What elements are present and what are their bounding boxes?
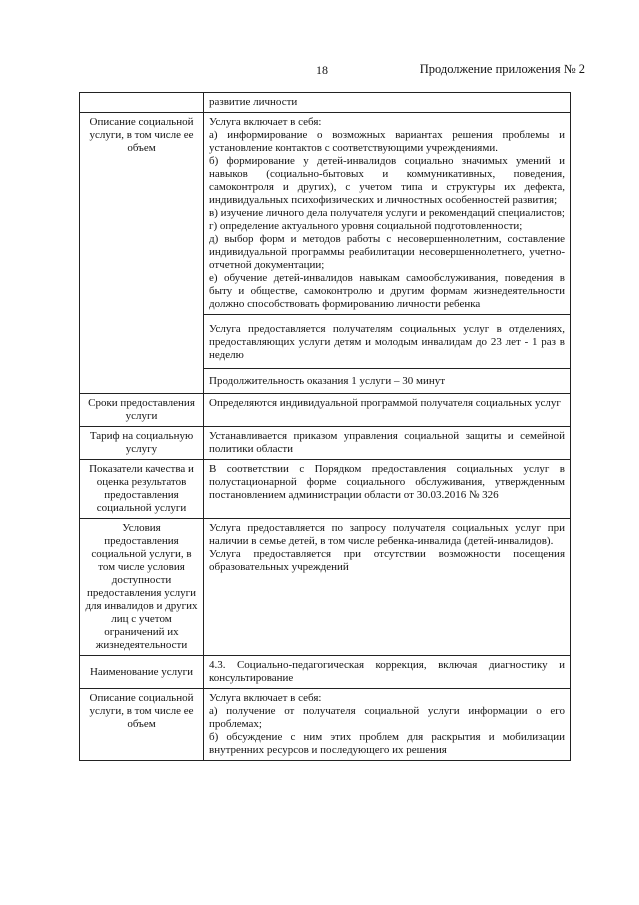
row-content: 4.3. Социально-педагогическая коррекция, включая диагностику и консультирование: [204, 656, 571, 689]
condition-line: Услуга предоставляется при отсутствии возможности посещения образовательных учреждений: [209, 548, 565, 573]
description-line: б) формирование у детей-инвалидов социально значимых умений и навыков (социально-бытовых и коммуникативных, поведения, самоконтроля и других), с учетом типа и структуры их дефекта, индивидуальных психофизических и личностных особенностей развития;: [209, 155, 565, 206]
duration-block: Продолжительность оказания 1 услуги – 30 минут: [204, 368, 570, 393]
description-block: [204, 113, 570, 314]
condition-line: Услуга предоставляется по запросу получателя социальных услуг при наличии в семье детей, в том числе ребенка-инвалида (детей-инвалидов).: [209, 522, 565, 547]
recipients-block: Услуга предоставляется получателям социальных услуг в отделениях, предоставляющих услуги детям и молодым инвалидам до 23 лет - 1 раз в неделю: [204, 314, 570, 368]
description-line: г) определение актуального уровня социальной подготовленности;: [209, 220, 523, 232]
description-line: б) обсуждение с ним этих проблем для раскрытия и мобилизации внутренних ресурсов и последующего их решения: [209, 731, 565, 756]
continuation-header: Продолжение приложения № 2: [419, 62, 585, 76]
row-label: Тариф на социальную услугу: [80, 427, 204, 460]
table-row: [80, 93, 571, 113]
description-line: д) выбор форм и методов работы с несовершеннолетним, составление индивидуальной программы реабилитации несовершеннолетнего, учетно-отчетной документации;: [209, 233, 565, 271]
table-row: [80, 394, 571, 427]
description-line: Услуга включает в себя:: [209, 692, 322, 704]
row-label: Условия предоставления социальной услуги, в том числе условия доступности предоставления услуги для инвалидов и других лиц с учетом ограничений их жизнедеятельности: [80, 519, 204, 656]
row-content: Определяются индивидуальной программой получателя социальных услуг: [204, 394, 571, 427]
row-label: Показатели качества и оценка результатов предоставления социальной услуги: [80, 460, 204, 519]
description-line: в) изучение личного дела получателя услуги и рекомендаций специалистов;: [209, 207, 565, 219]
row-content: [204, 113, 571, 394]
description-line: а) информирование о возможных вариантах решения проблемы и установление контактов с соответствующими учреждениями.: [209, 129, 565, 154]
row-label: Описание социальной услуги, в том числе ее объем: [80, 113, 204, 394]
table-row: [80, 427, 571, 460]
table-row: [80, 113, 571, 394]
services-table: [79, 92, 571, 761]
table-row: [80, 460, 571, 519]
description-line: Услуга включает в себя:: [209, 116, 322, 128]
table-row: [80, 656, 571, 689]
row-label: Наименование услуги: [80, 656, 204, 689]
row-content: В соответствии с Порядком предоставления социальных услуг в полустационарной форме социального обслуживания, утвержденным постановлением администрации области от 30.03.2016 № 326: [204, 460, 571, 519]
table-row: [80, 689, 571, 761]
row-content: Устанавливается приказом управления социальной защиты и семейной политики области: [204, 427, 571, 460]
row-content: развитие личности: [204, 93, 571, 113]
row-label: Описание социальной услуги, в том числе ее объем: [80, 689, 204, 761]
page-number: 18: [316, 63, 328, 77]
row-content: [204, 519, 571, 656]
description-line: е) обучение детей-инвалидов навыкам самообслуживания, поведения в быту и обществе, самоконтролю и другим формам жизнедеятельности должно способствовать формированию личности ребенка: [209, 272, 565, 310]
row-content: [204, 689, 571, 761]
row-label-empty: [80, 93, 204, 113]
table-row: [80, 519, 571, 656]
description-line: а) получение от получателя социальной услуги информации о его проблемах;: [209, 705, 565, 730]
row-label: Сроки предоставления услуги: [80, 394, 204, 427]
